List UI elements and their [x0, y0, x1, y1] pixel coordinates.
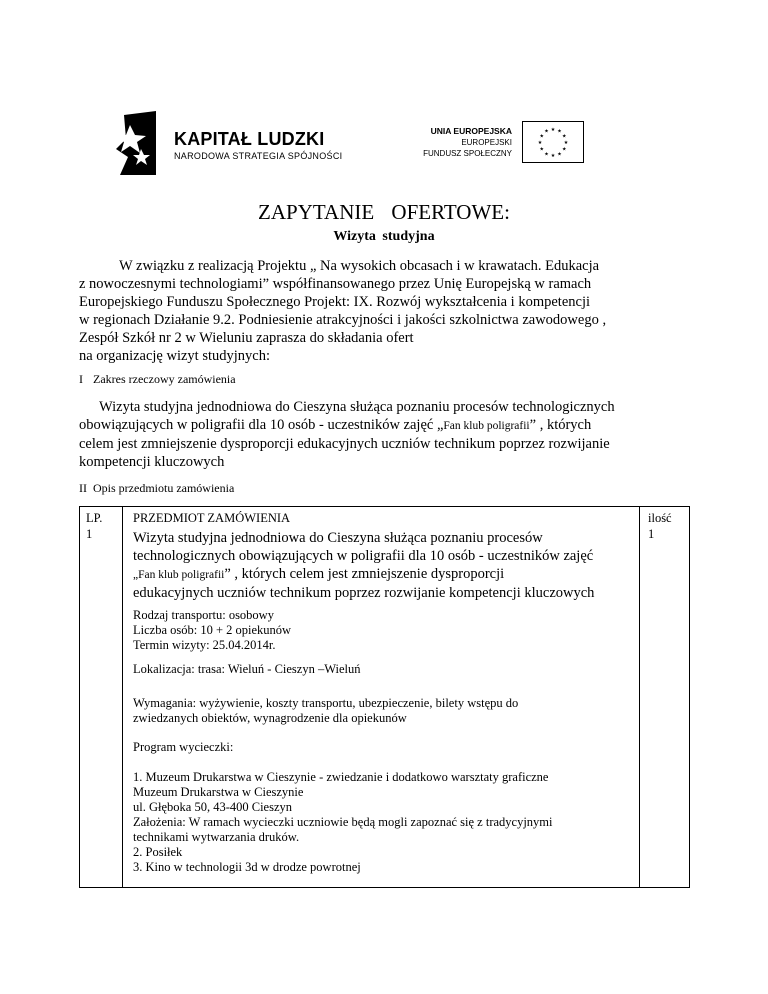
- intro-line: W związku z realizacją Projektu „ Na wysokich obcasach i w krawatach. Edukacja: [119, 258, 600, 274]
- club-name: Fan klub poligrafii: [443, 420, 530, 432]
- section-2-heading: [79, 481, 234, 496]
- section-1-number: I: [79, 372, 83, 386]
- intro-paragraph: [79, 257, 699, 365]
- intro-line: z nowoczesnymi technologiami” współfinansowanego przez Unię Europejską w ramach: [79, 276, 592, 292]
- scope-paragraph: [79, 398, 699, 471]
- eu-line3: FUNDUSZ SPOŁECZNY: [423, 149, 512, 158]
- item-description: [133, 529, 594, 602]
- svg-text:★: ★: [537, 140, 543, 146]
- desc-line: Wizyta studyjna jednodniowa do Cieszyna służąca poznaniu procesów: [133, 530, 543, 546]
- scope-line: Wizyta studyjna jednodniowa do Cieszyna służąca poznaniu procesów technologicznych: [99, 399, 615, 415]
- kapital-ludzki-subtitle: NARODOWA STRATEGIA SPÓJNOŚCI: [174, 151, 343, 161]
- program-line: ul. Głęboka 50, 43-400 Cieszyn: [133, 800, 293, 814]
- svg-text:★: ★: [544, 151, 549, 158]
- section-1-heading: [79, 372, 236, 387]
- svg-text:★: ★: [539, 146, 544, 153]
- svg-text:★: ★: [562, 146, 567, 153]
- scope-line: celem jest zmniejszenie dysproporcji edukacyjnych uczniów technikum poprzez rozwijanie: [79, 436, 610, 452]
- section-1-title: Zakres rzeczowy zamówienia: [93, 372, 236, 386]
- section-2-number: II: [79, 481, 87, 495]
- transport-type: Rodzaj transportu: osobowy: [133, 608, 274, 622]
- column-divider: [122, 507, 123, 887]
- eu-line2: EUROPEJSKI: [461, 138, 512, 147]
- desc-line: edukacyjnych uczniów technikum poprzez rozwijanie kompetencji kluczowych: [133, 585, 595, 601]
- header-lp: LP.: [86, 511, 103, 525]
- program-line: 3. Kino w technologii 3d w drodze powrotnej: [133, 860, 361, 874]
- kapital-ludzki-icon: [116, 111, 158, 175]
- document-subtitle: Wizyta studyjna: [333, 229, 435, 244]
- svg-text:★: ★: [562, 133, 567, 140]
- program-label: Program wycieczki:: [133, 740, 234, 754]
- visit-date: Termin wizyty: 25.04.2014r.: [133, 638, 276, 652]
- trip-logistics: [133, 608, 291, 653]
- program-line: 2. Posiłek: [133, 845, 183, 859]
- scope-line: kompetencji kluczowych: [79, 454, 225, 470]
- header-item: PRZEDMIOT ZAMÓWIENIA: [133, 511, 291, 525]
- intro-line: w regionach Działanie 9.2. Podniesienie atrakcyjności i jakości szkolnictwa zawodowego ,: [79, 312, 607, 328]
- scope-line: obowiązujących w poligrafii dla 10 osób - uczestników zajęć „Fan klub poligrafii” , których: [79, 417, 592, 433]
- eu-line1: UNIA EUROPEJSKA: [430, 126, 512, 136]
- order-table: [79, 506, 690, 888]
- svg-text:★: ★: [550, 127, 556, 133]
- svg-text:★: ★: [539, 133, 544, 140]
- program-line: Założenia: W ramach wycieczki uczniowie będą mogli zapoznać się z tradycyjnymi: [133, 815, 553, 829]
- kapital-ludzki-title: KAPITAŁ LUDZKI: [174, 129, 325, 149]
- svg-text:★: ★: [550, 153, 556, 159]
- desc-line: technologicznych obowiązujących w poligrafii dla 10 osób - uczestników zajęć: [133, 548, 594, 564]
- intro-line: Zespół Szkół nr 2 w Wieluniu zaprasza do składania ofert: [79, 330, 414, 346]
- club-name: „Fan klub poligrafii: [133, 569, 225, 581]
- row-lp: 1: [86, 527, 93, 541]
- eu-flag-icon: [522, 121, 584, 163]
- program-line: technikami wytwarzania druków.: [133, 830, 300, 844]
- intro-line: Europejskiego Funduszu Społecznego Projekt: IX. Rozwój wykształcenia i kompetencji: [79, 294, 591, 310]
- header-qty: ilość: [648, 511, 672, 525]
- intro-line: na organizację wizyt studyjnych:: [79, 348, 270, 364]
- svg-text:★: ★: [563, 140, 569, 146]
- document-title: ZAPYTANIE OFERTOWE:: [258, 200, 510, 224]
- program-line: Muzeum Drukarstwa w Cieszynie: [133, 785, 304, 799]
- section-2-title: Opis przedmiotu zamówienia: [93, 481, 235, 495]
- trip-location: Lokalizacja: trasa: Wieluń - Cieszyn –Wieluń: [133, 662, 361, 676]
- column-divider: [639, 507, 640, 887]
- svg-text:★: ★: [557, 151, 562, 158]
- eu-logo: [414, 121, 584, 163]
- program-line: 1. Muzeum Drukarstwa w Cieszynie - zwiedzanie i dodatkowo warsztaty graficzne: [133, 770, 549, 784]
- kapital-ludzki-logo: [116, 111, 343, 175]
- row-qty: 1: [648, 527, 655, 541]
- program-list: [133, 770, 553, 875]
- svg-text:★: ★: [544, 128, 549, 135]
- svg-text:★: ★: [557, 128, 562, 135]
- desc-line: „Fan klub poligrafii” , których celem jest zmniejszenie dysproporcji: [133, 566, 505, 582]
- participants: Liczba osób: 10 + 2 opiekunów: [133, 623, 292, 637]
- trip-requirements: Wymagania: wyżywienie, koszty transportu, ubezpieczenie, bilety wstępu do zwiedzanych obiektów, wynagrodzenie dla opiekunów: [133, 696, 519, 725]
